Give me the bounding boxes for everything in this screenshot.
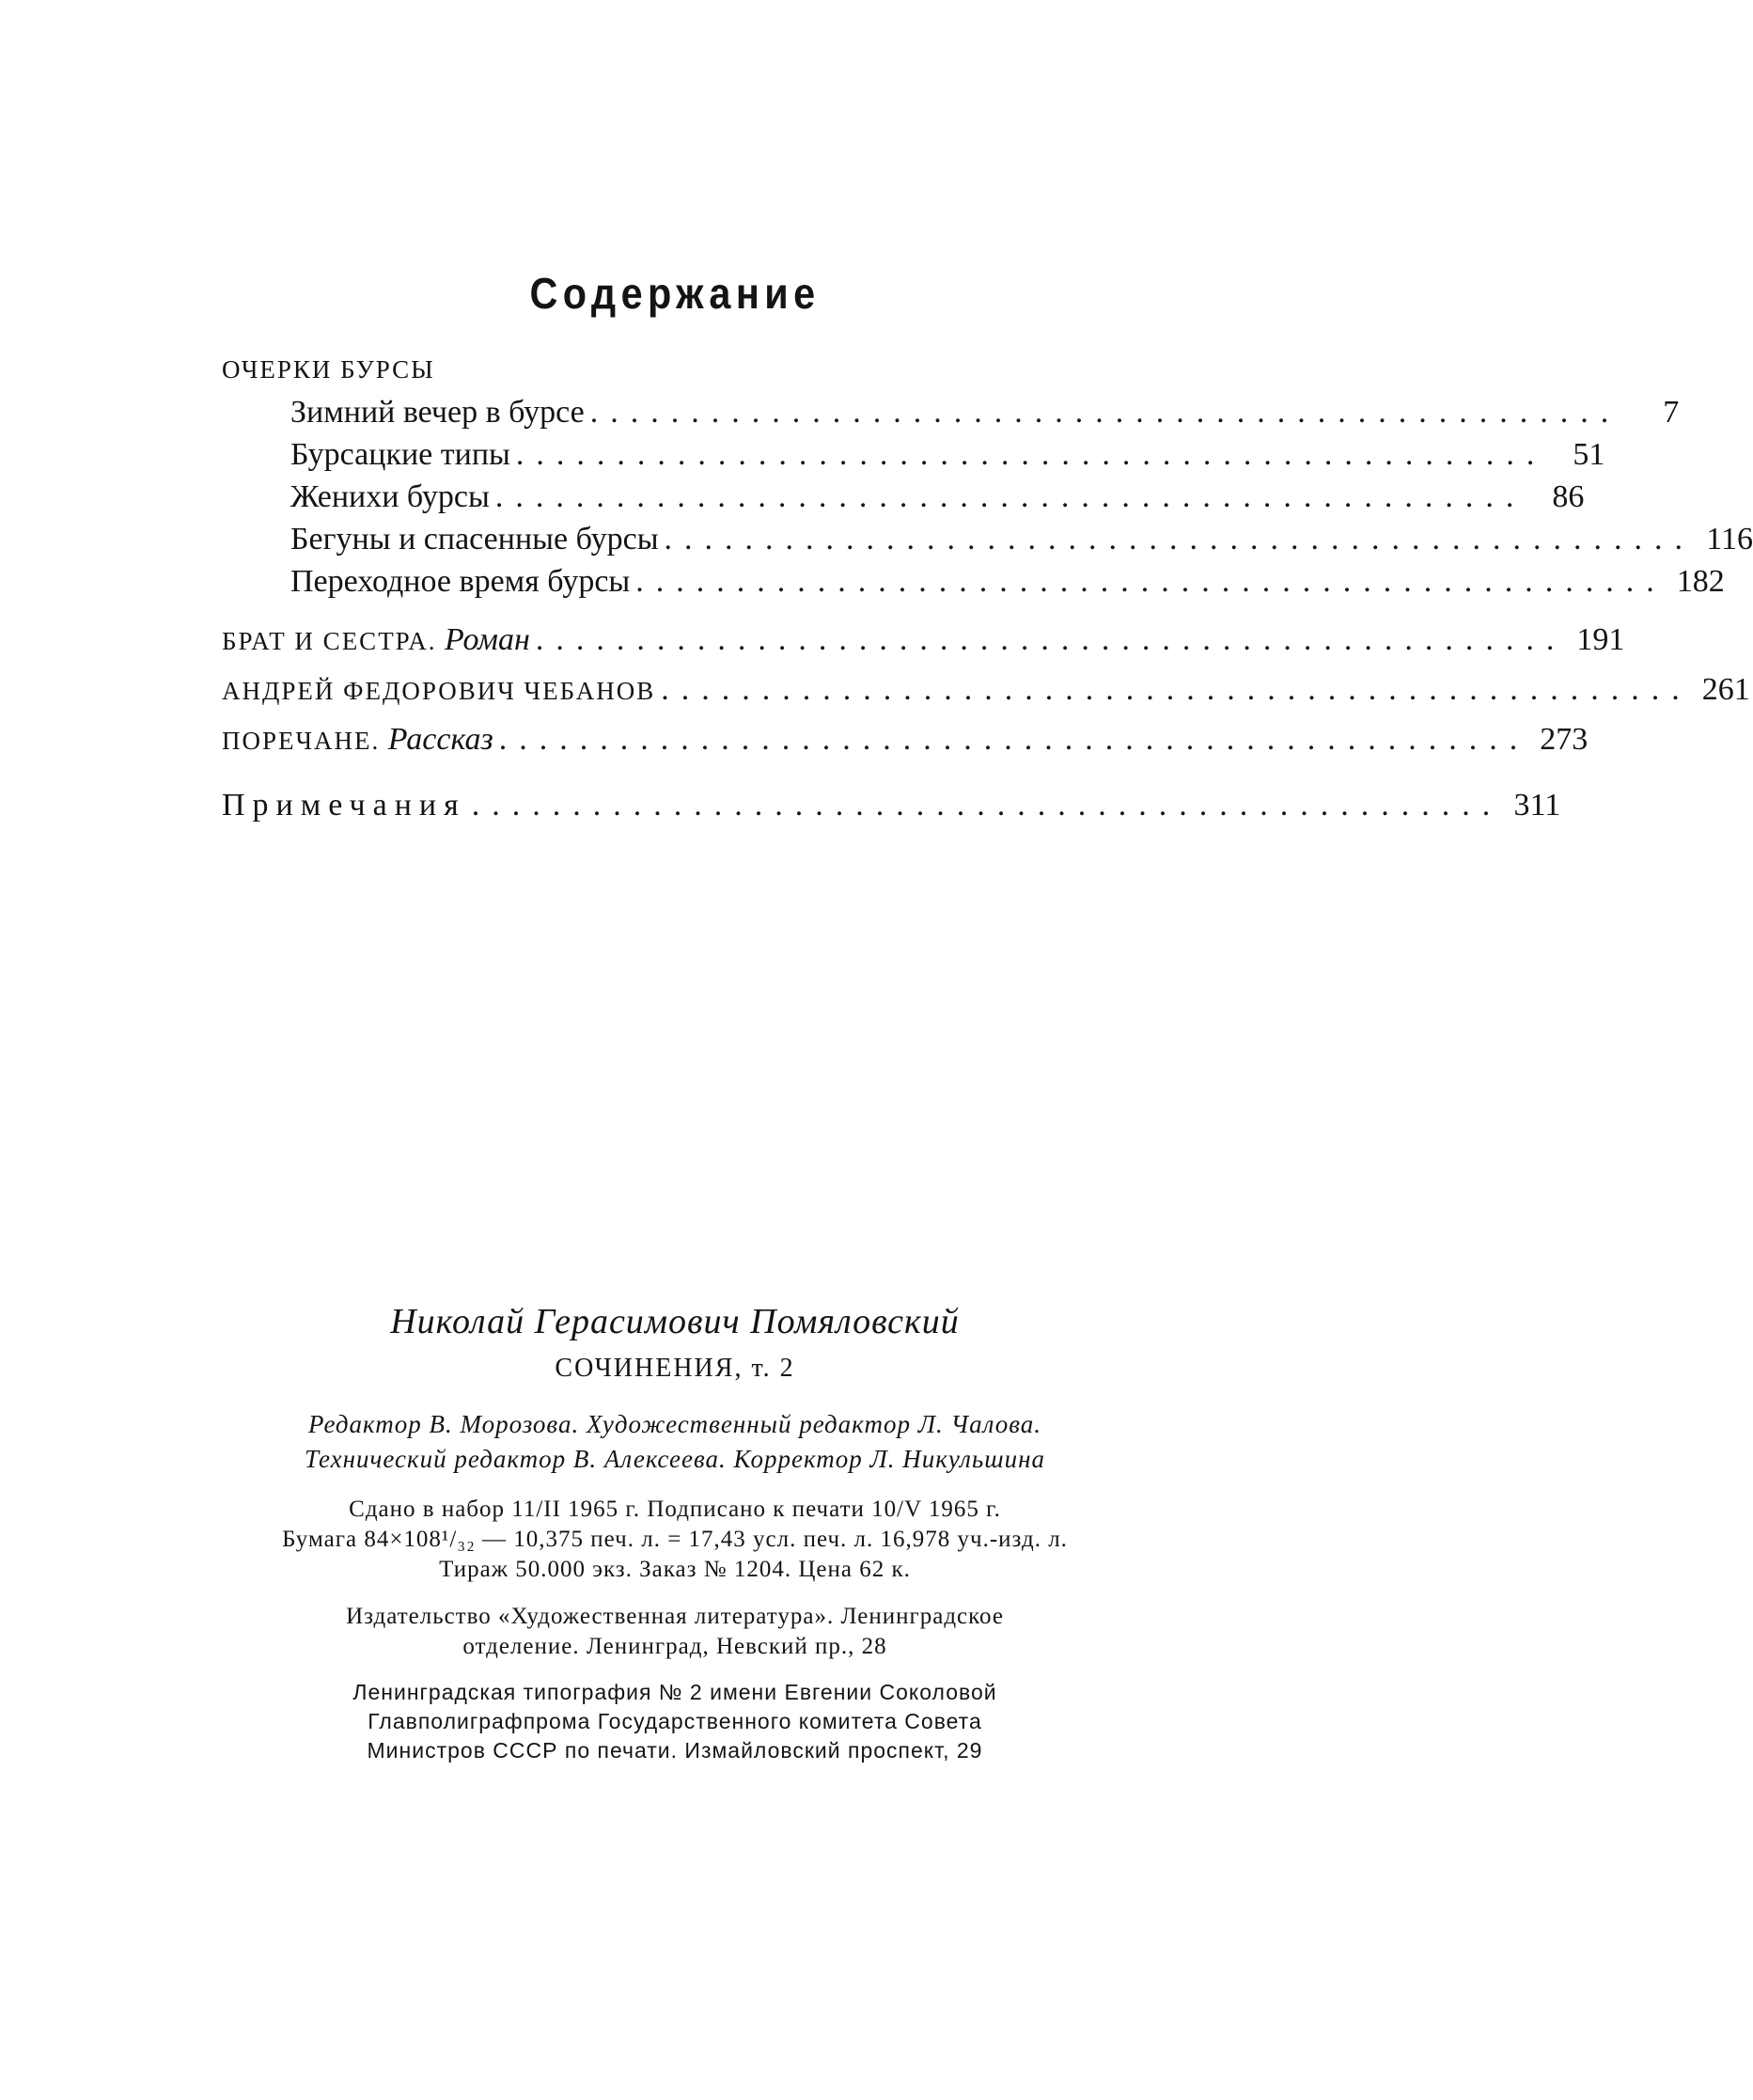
toc-entry-title: ПОРЕЧАНЕ. xyxy=(222,727,381,755)
dot-leader: ................................................... xyxy=(498,722,1530,757)
print-details-line: Сдано в набор 11/II 1965 г. Подписано к печати 10/V 1965 г. xyxy=(349,1497,1001,1522)
toc-entry[interactable] xyxy=(290,395,1680,436)
toc-entry-page: 191 xyxy=(1576,622,1625,657)
printer-line: Ленинградская типография № 2 имени Евгении Соколовой xyxy=(352,1680,997,1704)
toc-entry[interactable] xyxy=(290,437,1605,478)
toc-entry[interactable] xyxy=(290,564,1725,605)
toc-entry-title: Зимний вечер в бурсе xyxy=(290,395,585,430)
dot-leader: ................................................... xyxy=(664,522,1696,556)
toc-entry-title: Бегуны и спасенные бурсы xyxy=(290,522,659,556)
publisher-line: Издательство «Художественная литература». Ленинградское xyxy=(346,1604,1004,1629)
toc-entry-page: 51 xyxy=(1573,437,1605,472)
toc-entry-label xyxy=(222,722,493,758)
toc-entry-page: 116 xyxy=(1706,522,1753,556)
toc-entry-page: 273 xyxy=(1540,722,1589,757)
toc-entry-label xyxy=(222,672,655,708)
toc-entry[interactable] xyxy=(222,672,1750,713)
dot-leader: ................................................... xyxy=(471,788,1503,823)
toc-entry-title: Переходное время бурсы xyxy=(290,564,631,599)
toc-entry-notes[interactable] xyxy=(222,788,1561,829)
toc-entry-page: 311 xyxy=(1513,788,1561,823)
dot-leader: ................................................... xyxy=(515,437,1547,472)
toc-entry-title: Примечания xyxy=(222,788,466,823)
toc-entry-title: АНДРЕЙ ФЕДОРОВИЧ ЧЕБАНОВ xyxy=(222,677,656,705)
toc-entry-title: Женихи бурсы xyxy=(290,479,490,514)
dot-leader: ................................................... xyxy=(535,622,1567,657)
printer-line: Министров СССР по печати. Измайловский проспект, 29 xyxy=(367,1738,983,1763)
author-name: Николай Герасимович Помяловский xyxy=(390,1302,960,1341)
toc-entry-page: 182 xyxy=(1676,564,1725,599)
toc-entry-genre: Роман xyxy=(445,622,530,657)
toc-entry[interactable] xyxy=(222,622,1625,664)
dot-leader: ................................................... xyxy=(494,479,1526,514)
dot-leader: ................................................... xyxy=(661,672,1692,707)
toc-entry-title: Бурсацкие типы xyxy=(290,437,510,472)
toc-entry-genre: Рассказ xyxy=(387,722,493,757)
toc-entry[interactable] xyxy=(290,522,1753,563)
dot-leader: ................................................... xyxy=(635,564,1667,599)
publisher-line: отделение. Ленинград, Невский пр., 28 xyxy=(462,1634,887,1659)
toc-entry-page: 261 xyxy=(1701,672,1750,707)
contents-title: Содержание xyxy=(529,269,821,318)
editors-line: Технический редактор В. Алексеева. Корректор Л. Никульшина xyxy=(305,1445,1045,1473)
section-label: ОЧЕРКИ БУРСЫ xyxy=(222,355,435,384)
toc-entry-title: БРАТ И СЕСТРА. xyxy=(222,627,437,655)
works-title: СОЧИНЕНИЯ, т. 2 xyxy=(555,1354,795,1383)
print-details-line: Тираж 50.000 экз. Заказ № 1204. Цена 62 к. xyxy=(439,1557,911,1582)
dot-leader: ................................................... xyxy=(589,395,1621,430)
toc-entry[interactable] xyxy=(290,479,1585,521)
toc-entry-page: 7 xyxy=(1663,395,1680,430)
printer-line: Главполиграфпрома Государственного комитета Совета xyxy=(368,1709,982,1733)
toc-entry[interactable] xyxy=(222,722,1589,763)
toc-entry-page: 86 xyxy=(1552,479,1585,514)
toc-entry-label xyxy=(222,622,530,658)
print-details-line: Бумага 84×108¹/₃₂ — 10,375 печ. л. = 17,43 усл. печ. л. 16,978 уч.-изд. л. xyxy=(282,1527,1068,1552)
editors-line: Редактор В. Морозова. Художественный редактор Л. Чалова. xyxy=(308,1410,1041,1438)
